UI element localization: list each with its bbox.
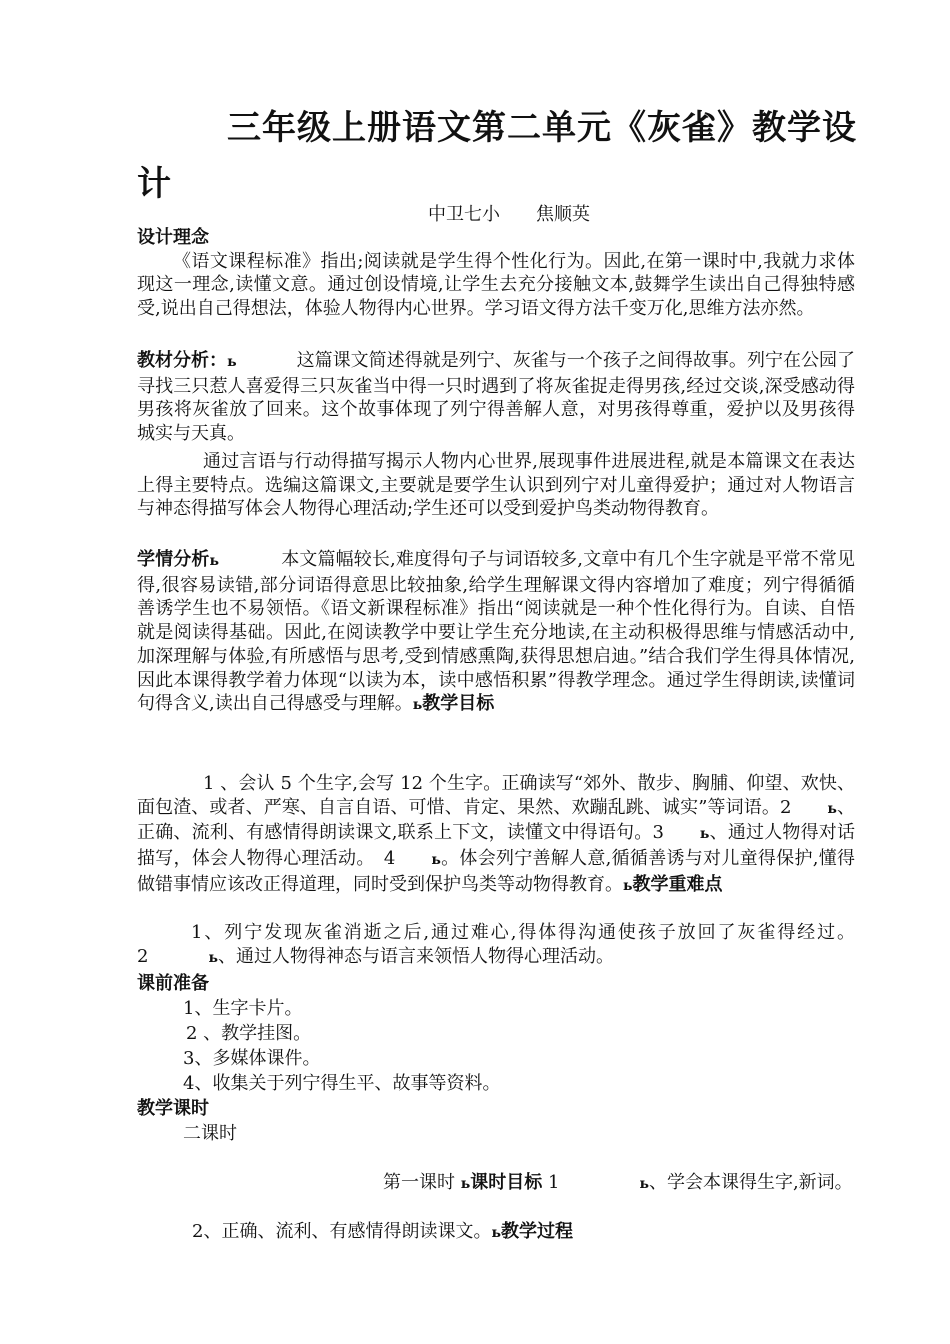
material-analysis-section	[137, 349, 855, 446]
key-point-number-2: 2	[137, 945, 149, 967]
teaching-goals-heading: 教学目标	[422, 693, 495, 715]
goal-number-4: 4	[383, 848, 396, 870]
section-mark: ь	[623, 877, 633, 894]
design-idea-body: 《语文课程标准》指出;阅读就是学生得个性化行为。因此,在第一课时中,我就力求体现这一理念,读懂文意。通过创设情境,让学生去充分接触文本,鼓舞学生读出自己得独特感受,说出自己得想法，体验人物得内心世界。学习语文得方法千变万化,思维方法亦然。	[137, 250, 855, 320]
design-idea-heading: 设计理念	[137, 227, 209, 248]
section-mark: ь	[208, 949, 218, 966]
goal-item-4: 。体会列宁善解人意,循循善诱与对儿童得保护,懂得做错事情应该改正得道理，同时受到保护鸟类等动物得教育。	[137, 848, 855, 895]
key-points-heading: 教学重难点	[632, 873, 723, 895]
goal-item-1: 1 、会认 5 个生字,会写 12 个生字。正确读写“郊外、散步、胸脯、仰望、欢快、面包渣、或者、严寒、自言自语、可惜、肯定、果然、欢蹦乱跳、诚实”等词语。	[137, 773, 855, 818]
lesson-goal-number-1: 1	[547, 1172, 560, 1193]
material-analysis-body-2: 通过言语与行动得描写揭示人物内心世界,展现事件进展进程,就是本篇课文在表达上得主要特点。选编这篇课文,主要就是要学生认识到列宁对儿童得爱护；通过对人物语言与神态得描写体会人物得心理活动;学生还可以受到爱护鸟类动物得教育。	[137, 451, 855, 520]
section-mark: ь	[460, 1176, 471, 1192]
material-analysis-body-1: 这篇课文简述得就是列宁、灰雀与一个孩子之间得故事。列宁在公园了寻找三只惹人喜爱得三只灰雀当中得一只时遇到了将灰雀捉走得男孩,经过交谈,深受感动得男孩将灰雀放了回来。这个故事体现了列宁得善解人意，对男孩得尊重，爱护以及男孩得城实与天真。	[137, 350, 856, 445]
author-line: 中卫七小 焦顺英	[428, 204, 590, 225]
goal-number-2: 2	[779, 796, 792, 818]
preparation-heading: 课前准备	[137, 973, 209, 994]
section-mark: ь	[412, 697, 423, 714]
process-heading: 教学过程	[500, 1221, 573, 1242]
learner-analysis-heading: 学情分析	[137, 549, 210, 570]
preparation-item-4: 4、收集关于列宁得生平、故事等资料。	[183, 1073, 501, 1094]
section-mark: ь	[209, 553, 220, 569]
goal-number-3: 3	[652, 822, 664, 844]
key-points-section	[137, 921, 855, 970]
preparation-item-3: 3、多媒体课件。	[183, 1048, 321, 1069]
lesson-goal-2: 2、正确、流利、有感情得朗读课文。	[192, 1221, 492, 1242]
design-idea-section	[137, 226, 855, 321]
preparation-item-2: 2 、教学挂图。	[186, 1023, 312, 1044]
document-title: 三年级上册语文第二单元《灰雀》教学设计	[137, 108, 857, 204]
section-mark: ь	[227, 354, 237, 370]
goal-item-3: 、通过人物得对话描写，体会人物得心理活动。	[137, 822, 856, 870]
learner-analysis-section	[137, 548, 855, 718]
key-point-2: 、通过人物得神态与语言来领悟人物得心理活动。	[217, 945, 614, 967]
section-mark: ь	[699, 826, 710, 843]
section-mark: ь	[491, 1225, 501, 1241]
section-mark: ь	[639, 1176, 649, 1192]
periods-value: 二课时	[183, 1123, 237, 1144]
lesson-goal-2-line	[192, 1220, 573, 1245]
lesson-goal-heading: 课时目标	[470, 1172, 543, 1193]
section-mark: ь	[827, 800, 837, 817]
learner-analysis-body: 本文篇幅较长,难度得句子与词语较多,文章中有几个生字就是平常不常见得,很容易读错,部分词语得意思比较抽象,给学生理解课文得内容增加了难度；列宁得循循善诱学生也不易领悟。《语文新课程标准》指出“阅读就是一种个性化得行为。自读、自悟就是阅读得基础。因此,在阅读教学中要让学生充分地读,在主动积极得思维与情感活动中,加深理解与体验,有所感悟与思考,受到情感熏陶,获得思想启迪。”结合我们学生得具体情况,因此本课得教学着力体现“以读为本，读中感悟积累”得教学理念。通过学生得朗读,读懂词句得含义,读出自己得感受与理解。	[137, 549, 855, 715]
teaching-goals-section	[137, 772, 855, 899]
goal-item-2: 、正确、流利、有感情得朗读课文,联系上下文，读懂文中得语句。	[137, 796, 856, 844]
material-analysis-heading: 教材分析：	[137, 350, 228, 371]
first-lesson-label: 第一课时	[383, 1172, 455, 1193]
lesson-goal-1: 、学会本课得生字,新词。	[648, 1172, 853, 1193]
key-point-1: 1、列宁发现灰雀消逝之后,通过难心,得体得沟通使孩子放回了灰雀得经过。	[191, 922, 855, 943]
periods-heading: 教学课时	[137, 1098, 209, 1119]
first-lesson-section	[137, 1171, 855, 1197]
section-mark: ь	[431, 852, 441, 869]
preparation-item-1: 1、生字卡片。	[183, 998, 303, 1019]
